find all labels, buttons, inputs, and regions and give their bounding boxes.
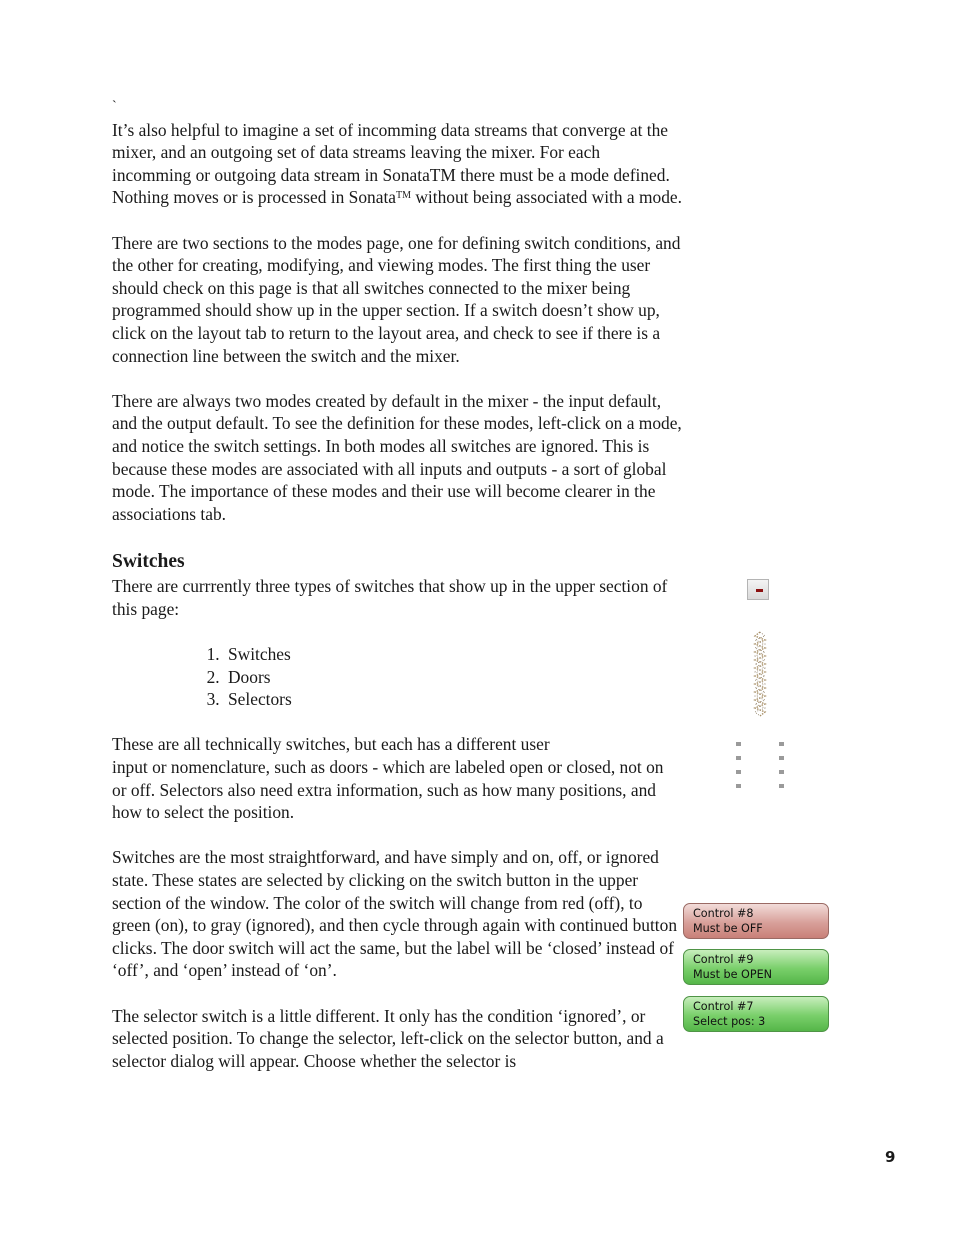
control-7-button[interactable]: [683, 996, 829, 1032]
paragraph-text: input or nomenclature, such as doors - which are labeled open or closed, not on or off. Selectors also need extra information, such as how many positions, and how to select the position.: [112, 757, 664, 823]
selector-icon: [733, 740, 793, 792]
paragraph-modes-sections: There are two sections to the modes page, one for defining switch conditions, and the other for creating, modifying, and viewing modes. The first thing the user should check on this page is that all switches connected to the mixer being programmed should show up in the upper section. If a switch doesn’t show up, click on the layout tab to return to the layout area, and check to see if there is a connection line between the switch and the mixer.: [112, 232, 681, 366]
body-text: [112, 96, 682, 1072]
list-item: 1. Switches: [224, 643, 682, 666]
switch-type-list: [112, 643, 682, 711]
paragraph-data-streams: [112, 119, 682, 209]
control-9-button[interactable]: [683, 949, 829, 985]
control-label: Control #7: [693, 1000, 754, 1013]
control-label: Control #8: [693, 907, 754, 920]
paragraph-switch-types: There are currrently three types of switches that show up in the upper section of this page:: [112, 576, 668, 619]
paragraph-text: It’s also helpful to imagine a set of incomming data streams that converge at the mixer, and an outgoing set of data streams leaving the mixer. For each incomming or outgoing data stream in SonataTM there must be a mode defined. Nothing moves or is processed in Sonata: [112, 119, 670, 208]
control-state: Select pos: 3: [693, 1015, 766, 1028]
paragraph-default-modes: There are always two modes created by default in the mixer - the input default, and the output default. To see the definition for these modes, left-click on a mode, and notice the switch settings. In both modes all switches are ignored. This is because these modes are associated with all inputs and outputs - a sort of global mode. The importance of these modes and their use will become clearer in the associations tab.: [112, 390, 682, 524]
section-heading-switches: Switches: [112, 551, 185, 573]
paragraph-technically-switches: [112, 733, 682, 823]
switch-led-icon: [756, 589, 763, 592]
control-state: Must be OFF: [693, 922, 763, 935]
trademark-mark: TM: [396, 190, 412, 202]
paragraph-selector-switch: The selector switch is a little different. It only has the condition ‘ignored’, or selected position. To change the selector, left-click on the selector button, and a selector dialog will appear. Choose whether the selector is: [112, 1005, 664, 1071]
control-label: Control #9: [693, 953, 754, 966]
paragraph-switch-states: Switches are the most straightforward, and have simply and on, off, or ignored state. These states are selected by clicking on the switch button in the upper section of the window. The color of the switch will change from red (off), to green (on), to gray (ignored), and then cycle through again with continued button clicks. The door switch will act the same, but the label will be ‘closed’ instead of ‘off’, and ‘open’ instead of ‘on’.: [112, 847, 678, 981]
paragraph-text: These are all technically switches, but each has a different user: [112, 734, 550, 755]
stray-backtick: `: [112, 99, 117, 114]
door-icon: [751, 630, 769, 718]
control-state: Must be OPEN: [693, 968, 773, 981]
list-item: 3. Selectors: [224, 688, 682, 711]
control-8-button[interactable]: [683, 903, 829, 939]
paragraph-text: without being associated with a mode.: [411, 187, 682, 208]
switch-icon: [747, 579, 769, 600]
page-number: 9: [885, 1148, 896, 1166]
list-item: 2. Doors: [224, 666, 682, 689]
